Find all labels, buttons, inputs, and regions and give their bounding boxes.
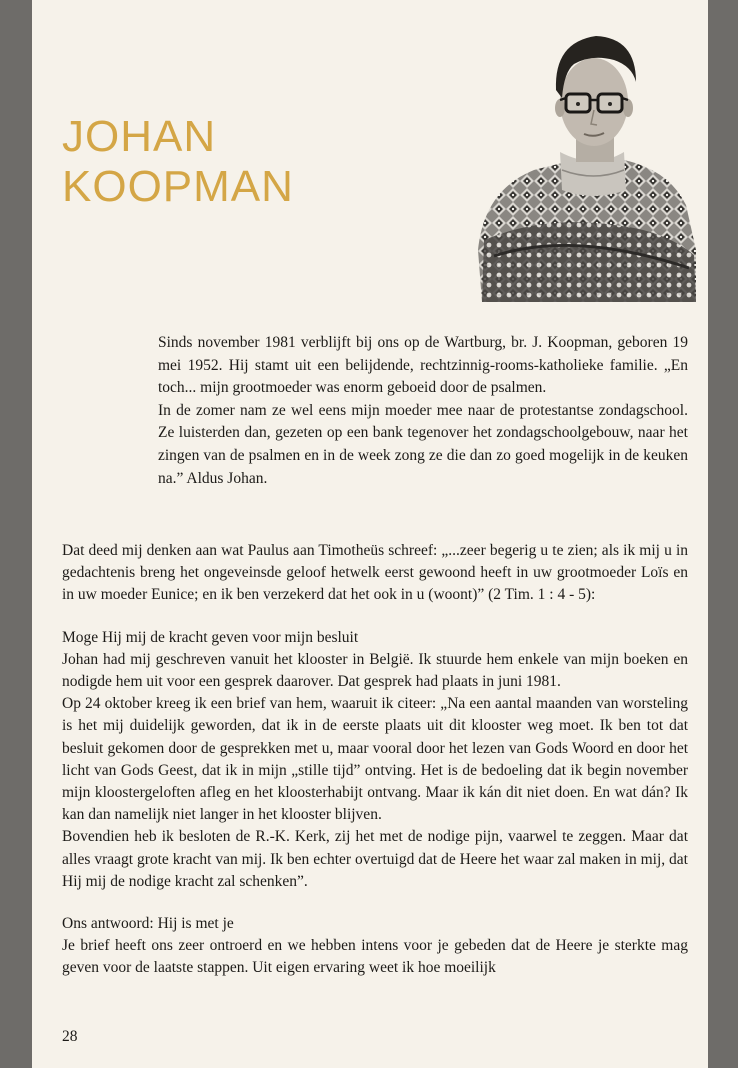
body-paragraph: Op 24 oktober kreeg ik een brief van hem, waaruit ik citeer: „Na een aantal maanden van worsteling is het mij duidelijk geworden, dat ik in de eerste plaats uit dit klooster weg moet. Ik ben tot dat besluit gekomen door de gesprekken met u, maar vooral door het lezen van Gods Woord en door het licht van Gods Geest, dat ik in mijn „stille tijd” ontving. Het is de bedoeling dat ik begin november mijn kloostergeloften afleg en het kloosterhabijt ontvang. Maar ik kán dit niet doen. En wat dán? Ik kan dan namelijk niet langer in het klooster blijven. xyxy=(62,695,688,824)
intro-paragraph: Sinds november 1981 verblijft bij ons op de Wartburg, br. J. Koopman, geboren 19 mei 1952. Hij stamt uit een belijdende, rechtzinnig-rooms-katholieke familie. „En toch... mijn grootmoeder was enorm geboeid door de psalmen. xyxy=(158,334,688,397)
intro-text xyxy=(158,332,688,490)
title-first-name: JOHAN xyxy=(62,112,217,161)
intro-paragraph: In de zomer nam ze wel eens mijn moeder mee naar de protestantse zondagschool. Ze luisterden dan, gezeten op een bank tegenover het zondagschoolgebouw, naar het zingen van de psalmen en in de week zong ze die dan zo goed mogelijk in de keuken na.” Aldus Johan. xyxy=(158,401,688,487)
quote-paragraph: Dat deed mij denken aan wat Paulus aan Timotheüs schreef: „...zeer begerig u te zien; als ik mij u in gedachtenis breng het ongeveinsde geloof hetwelk eerst gewoond heeft in uw grootmoeder Loïs en in uw moeder Eunice; en ik ben verzekerd dat het ook in u (woont)” (2 Tim. 1 : 4 - 5): xyxy=(62,542,688,604)
body-paragraph: Johan had mij geschreven vanuit het klooster in België. Ik stuurde hem enkele van mijn boeken en nodigde hem uit voor een gesprek daarover. Dat gesprek had plaats in juni 1981. xyxy=(62,650,688,691)
article-title xyxy=(62,112,294,212)
section-heading: Moge Hij mij de kracht geven voor mijn besluit xyxy=(62,628,359,646)
article-body xyxy=(62,540,688,980)
page-number: 28 xyxy=(62,1028,78,1045)
section-heading: Ons antwoord: Hij is met je xyxy=(62,915,234,933)
book-page xyxy=(32,0,708,1068)
title-last-name: KOOPMAN xyxy=(62,162,294,211)
body-paragraph: Je brief heeft ons zeer ontroerd en we hebben intens voor je gebeden dat de Heere je sterkte mag geven voor de laatste stappen. Uit eigen ervaring weet ik hoe moeilijk xyxy=(62,937,688,977)
portrait-photo xyxy=(464,20,696,302)
body-paragraph: Bovendien heb ik besloten de R.-K. Kerk, zij het met de nodige pijn, vaarwel te zeggen. Maar dat alles vraagt grote kracht van mij. Ik ben echter overtuigd dat de Heere het waar zal maken in mij, dat Hij mij de nodige kracht zal schenken”. xyxy=(62,828,688,890)
